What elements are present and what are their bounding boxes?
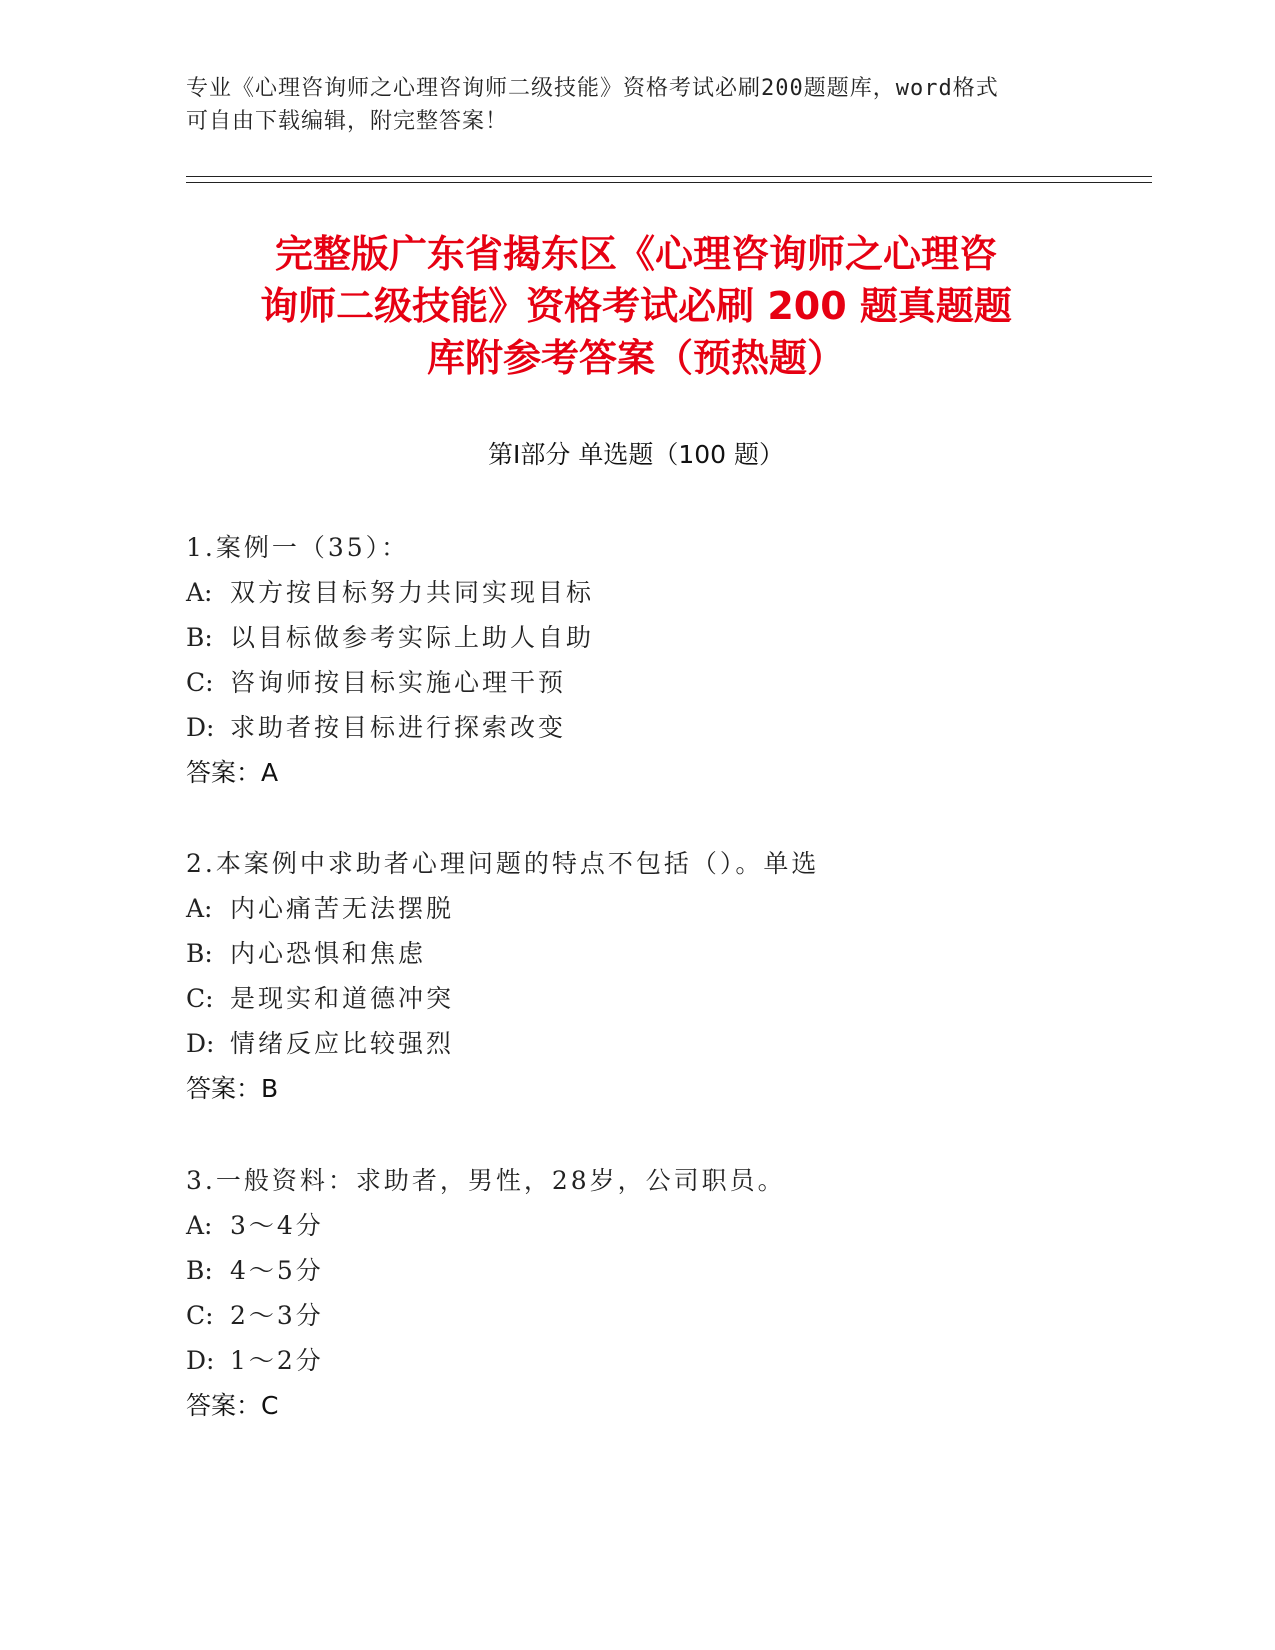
option-key: C: bbox=[186, 1301, 214, 1330]
option-key: A: bbox=[186, 578, 213, 607]
document-title-line-3: 库附参考答案（预热题） bbox=[426, 336, 845, 380]
option-d bbox=[186, 705, 1086, 750]
answer-line: 答案：C bbox=[186, 1391, 279, 1420]
option-b bbox=[186, 931, 1086, 976]
header-note bbox=[186, 72, 1066, 138]
option-text: 1～2分 bbox=[230, 1346, 324, 1375]
option-text: 4～5分 bbox=[230, 1256, 324, 1285]
document-title-line-1: 完整版广东省揭东区《心理咨询师之心理咨 bbox=[274, 232, 997, 276]
option-text: 3～4分 bbox=[230, 1211, 324, 1240]
answer-line: 答案：A bbox=[186, 758, 279, 787]
option-b bbox=[186, 615, 1086, 660]
option-c bbox=[186, 660, 1086, 705]
header-note-line-1: 专业《心理咨询师之心理咨询师二级技能》资格考试必刷200题题库，word格式 bbox=[186, 76, 999, 101]
document-title-line-2: 询师二级技能》资格考试必刷 200 题真题题 bbox=[260, 284, 1012, 328]
option-text: 以目标做参考实际上助人自助 bbox=[230, 623, 595, 652]
option-text: 内心恐惧和焦虑 bbox=[230, 939, 427, 968]
document-title bbox=[186, 228, 1086, 384]
option-text: 2～3分 bbox=[230, 1301, 324, 1330]
option-text: 情绪反应比较强烈 bbox=[230, 1029, 455, 1058]
header-divider-bottom bbox=[186, 182, 1152, 183]
question-3 bbox=[186, 1158, 1086, 1428]
question-stem: 1.案例一（35）： bbox=[186, 533, 410, 562]
option-key: D: bbox=[186, 1029, 215, 1058]
option-c bbox=[186, 1293, 1086, 1338]
option-key: C: bbox=[186, 668, 214, 697]
option-c bbox=[186, 976, 1086, 1021]
option-text: 是现实和道德冲突 bbox=[230, 984, 455, 1013]
option-key: B: bbox=[186, 1256, 213, 1285]
option-text: 双方按目标努力共同实现目标 bbox=[230, 578, 595, 607]
option-text: 内心痛苦无法摆脱 bbox=[230, 894, 455, 923]
answer-line: 答案：B bbox=[186, 1074, 279, 1103]
question-2 bbox=[186, 841, 1086, 1111]
option-a bbox=[186, 570, 1086, 615]
option-key: B: bbox=[186, 623, 213, 652]
question-stem: 3.一般资料：求助者，男性，28岁，公司职员。 bbox=[186, 1166, 786, 1195]
option-key: D: bbox=[186, 713, 215, 742]
option-a bbox=[186, 886, 1086, 931]
header-divider-top bbox=[186, 176, 1152, 177]
question-1 bbox=[186, 525, 1086, 795]
question-stem: 2.本案例中求助者心理问题的特点不包括（）。单选 bbox=[186, 849, 820, 878]
option-b bbox=[186, 1248, 1086, 1293]
option-d bbox=[186, 1338, 1086, 1383]
section-heading: 第Ⅰ部分 单选题（100 题） bbox=[488, 440, 784, 469]
option-text: 咨询师按目标实施心理干预 bbox=[230, 668, 567, 697]
option-d bbox=[186, 1021, 1086, 1066]
option-key: D: bbox=[186, 1346, 215, 1375]
option-key: A: bbox=[186, 894, 213, 923]
option-key: B: bbox=[186, 939, 213, 968]
option-a bbox=[186, 1203, 1086, 1248]
header-note-line-2: 可自由下载编辑，附完整答案！ bbox=[186, 109, 509, 134]
option-key: C: bbox=[186, 984, 214, 1013]
option-key: A: bbox=[186, 1211, 213, 1240]
option-text: 求助者按目标进行探索改变 bbox=[230, 713, 567, 742]
